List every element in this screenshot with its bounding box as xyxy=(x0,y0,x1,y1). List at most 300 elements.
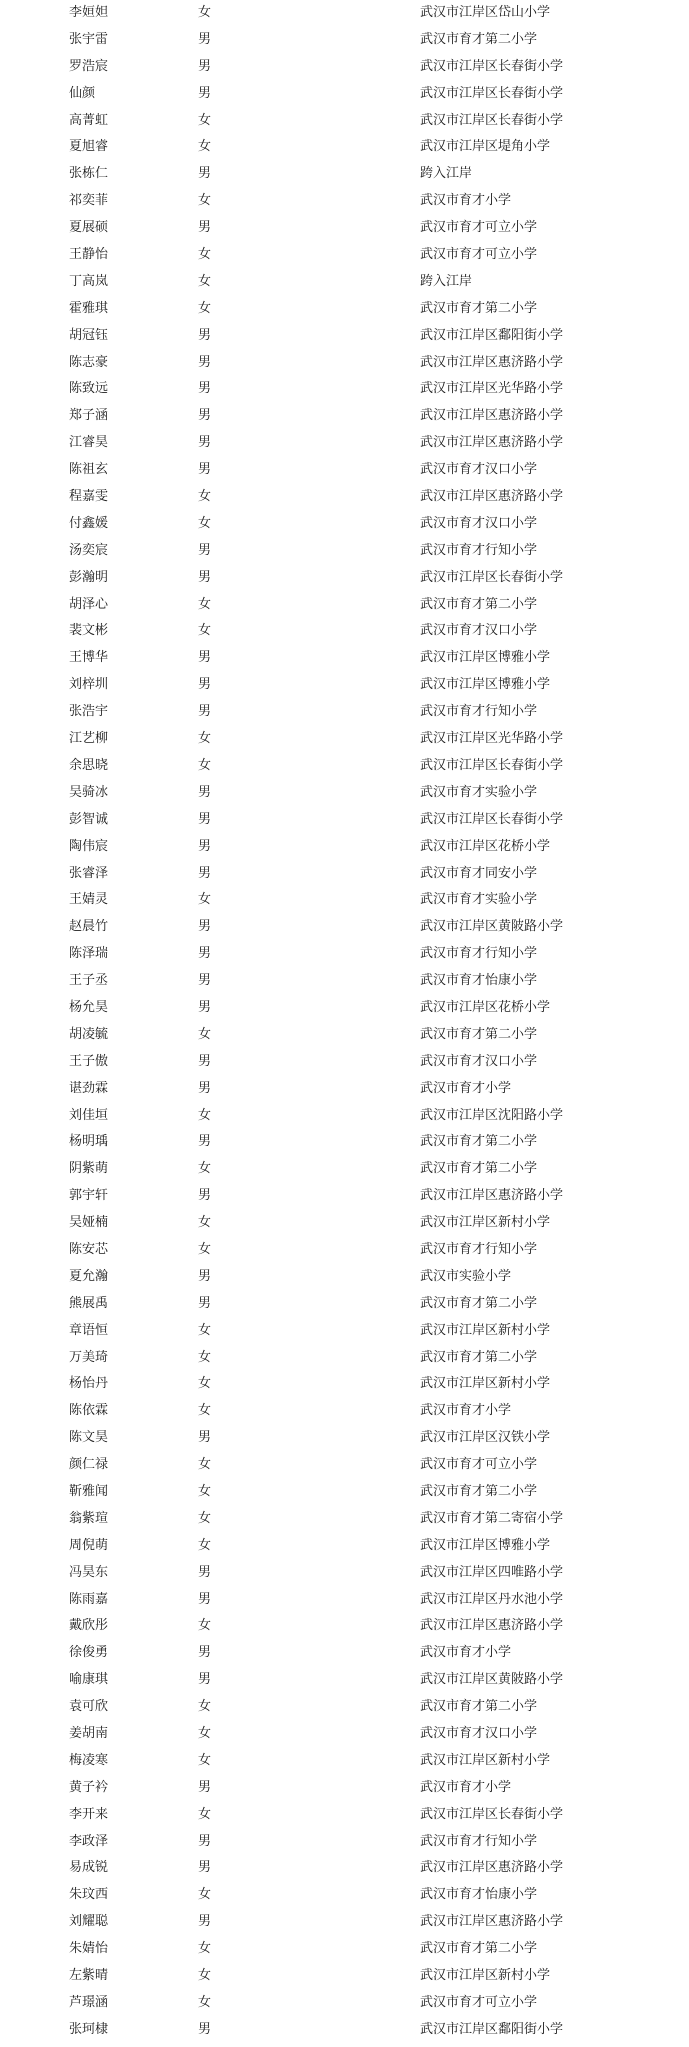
roster-row xyxy=(0,1721,689,1748)
roster-row xyxy=(0,134,689,161)
student-gender: 男 xyxy=(198,1188,212,1204)
student-gender: 男 xyxy=(198,1295,212,1311)
student-name: 余思晓 xyxy=(69,757,109,773)
student-name: 张宇雷 xyxy=(69,31,109,47)
student-gender: 女 xyxy=(198,623,212,639)
student-name: 颜仁禄 xyxy=(69,1457,109,1473)
roster-row xyxy=(0,403,689,430)
student-name: 靳雅闻 xyxy=(69,1483,109,1499)
student-school: 武汉市江岸区堤角小学 xyxy=(420,139,551,155)
student-school: 武汉市江岸区黄陂路小学 xyxy=(420,1672,564,1688)
student-gender: 女 xyxy=(198,1026,212,1042)
student-name: 赵晨竹 xyxy=(69,919,109,935)
student-name: 胡凌毓 xyxy=(69,1026,109,1042)
student-gender: 女 xyxy=(198,489,212,505)
student-school: 武汉市江岸区惠济路小学 xyxy=(420,354,564,370)
student-school: 武汉市育才第二小学 xyxy=(420,300,538,316)
student-gender: 女 xyxy=(198,1322,212,1338)
student-name: 冯昊东 xyxy=(69,1564,109,1580)
roster-row xyxy=(0,1479,689,1506)
roster-row xyxy=(0,1694,689,1721)
student-gender: 男 xyxy=(198,462,212,478)
student-school: 武汉市江岸区惠济路小学 xyxy=(420,1618,564,1634)
student-name: 周倪萌 xyxy=(69,1537,109,1553)
roster-row xyxy=(0,618,689,645)
student-gender: 女 xyxy=(198,247,212,263)
student-name: 陈依霖 xyxy=(69,1403,109,1419)
student-school: 武汉市育才可立小学 xyxy=(420,1994,538,2010)
student-gender: 男 xyxy=(198,2021,212,2037)
student-school: 武汉市育才第二小学 xyxy=(420,1026,538,1042)
student-gender: 女 xyxy=(198,1994,212,2010)
student-school: 武汉市实验小学 xyxy=(420,1268,512,1284)
roster-row xyxy=(0,2017,689,2044)
roster-row xyxy=(0,1560,689,1587)
student-name: 陈泽瑞 xyxy=(69,946,109,962)
student-name: 王婧灵 xyxy=(69,892,109,908)
student-gender: 女 xyxy=(198,1887,212,1903)
roster-row xyxy=(0,1963,689,1990)
roster-row xyxy=(0,834,689,861)
student-gender: 男 xyxy=(198,1645,212,1661)
roster-row xyxy=(0,645,689,672)
student-school: 武汉市育才汉口小学 xyxy=(420,515,538,531)
student-name: 杨明瑀 xyxy=(69,1134,109,1150)
student-gender: 女 xyxy=(198,1726,212,1741)
student-gender: 男 xyxy=(198,865,212,881)
roster-row xyxy=(0,780,689,807)
student-school: 武汉市江岸区新村小学 xyxy=(420,1322,551,1338)
roster-row xyxy=(0,430,689,457)
student-school: 武汉市江岸区四唯路小学 xyxy=(420,1564,564,1580)
student-name: 王子丞 xyxy=(69,973,109,989)
student-gender: 男 xyxy=(198,569,212,585)
roster-row xyxy=(0,753,689,780)
student-school: 武汉市江岸区长春街小学 xyxy=(420,757,564,773)
student-school: 武汉市江岸区惠济路小学 xyxy=(420,1188,564,1204)
student-school: 武汉市江岸区新村小学 xyxy=(420,1968,551,1984)
student-gender: 男 xyxy=(198,919,212,935)
student-name: 丁高岚 xyxy=(69,273,109,289)
student-school: 武汉市育才小学 xyxy=(420,1080,512,1096)
student-name: 张睿泽 xyxy=(69,865,109,881)
roster-row xyxy=(0,861,689,888)
student-school: 武汉市江岸区博雅小学 xyxy=(420,650,551,666)
roster-row xyxy=(0,1076,689,1103)
roster-row xyxy=(0,1291,689,1318)
student-name: 朱婧怡 xyxy=(69,1941,109,1957)
student-gender: 女 xyxy=(198,1941,212,1957)
student-gender: 女 xyxy=(198,300,212,316)
student-school: 武汉市育才行知小学 xyxy=(420,1833,538,1849)
roster-row xyxy=(0,995,689,1022)
student-name: 杨允昊 xyxy=(69,999,109,1015)
student-school: 武汉市育才第二小学 xyxy=(420,1941,538,1957)
student-name: 易成锐 xyxy=(69,1860,109,1876)
student-gender: 男 xyxy=(198,784,212,800)
student-name: 张浩宇 xyxy=(69,704,109,720)
student-school: 武汉市育才实验小学 xyxy=(420,892,538,908)
student-school: 武汉市江岸区博雅小学 xyxy=(420,677,551,693)
student-gender: 男 xyxy=(198,650,212,666)
student-gender: 女 xyxy=(198,757,212,773)
student-school: 武汉市育才可立小学 xyxy=(420,220,538,236)
student-name: 胡冠钰 xyxy=(69,327,109,343)
roster-row xyxy=(0,565,689,592)
student-name: 罗浩宸 xyxy=(69,58,109,74)
student-name: 祁奕菲 xyxy=(69,193,109,209)
student-gender: 男 xyxy=(198,327,212,343)
student-gender: 女 xyxy=(198,515,212,531)
roster-row xyxy=(0,27,689,54)
roster-row xyxy=(0,1129,689,1156)
student-school: 武汉市育才小学 xyxy=(420,1779,512,1795)
student-gender: 女 xyxy=(198,1215,212,1231)
student-gender: 女 xyxy=(198,5,212,20)
student-gender: 男 xyxy=(198,1833,212,1849)
student-name: 江睿昊 xyxy=(69,435,109,451)
student-gender: 男 xyxy=(198,946,212,962)
student-school: 武汉市育才行知小学 xyxy=(420,1241,538,1257)
roster-row xyxy=(0,968,689,995)
roster-row xyxy=(0,1506,689,1533)
student-school: 武汉市江岸区沈阳路小学 xyxy=(420,1107,564,1123)
student-school: 武汉市育才汉口小学 xyxy=(420,1053,538,1069)
roster-row xyxy=(0,108,689,135)
student-gender: 女 xyxy=(198,273,212,289)
student-name: 夏允瀚 xyxy=(69,1268,109,1284)
student-school: 武汉市江岸区惠济路小学 xyxy=(420,1914,564,1930)
roster-row xyxy=(0,81,689,108)
student-name: 吴娅楠 xyxy=(69,1215,109,1231)
student-gender: 男 xyxy=(198,381,212,397)
student-name: 张珂棣 xyxy=(69,2021,109,2037)
student-school: 武汉市江岸区长春街小学 xyxy=(420,569,564,585)
roster-row xyxy=(0,296,689,323)
student-name: 章语恒 xyxy=(69,1322,109,1338)
roster-row xyxy=(0,1802,689,1829)
student-school: 武汉市江岸区丹水池小学 xyxy=(420,1591,564,1607)
roster-row xyxy=(0,1667,689,1694)
student-name: 付鑫媛 xyxy=(69,515,109,531)
student-name: 夏展硕 xyxy=(69,220,109,236)
student-gender: 男 xyxy=(198,704,212,720)
roster-row xyxy=(0,188,689,215)
roster-row xyxy=(0,484,689,511)
student-name: 郑子涵 xyxy=(69,408,109,424)
roster-row xyxy=(0,914,689,941)
student-gender: 女 xyxy=(198,1403,212,1419)
student-name: 陈安芯 xyxy=(69,1241,109,1257)
student-gender: 男 xyxy=(198,408,212,424)
student-name: 彭瀚明 xyxy=(69,569,109,585)
roster-row xyxy=(0,511,689,538)
student-name: 朱玟西 xyxy=(69,1887,109,1903)
student-school: 跨入江岸 xyxy=(420,273,473,289)
student-name: 刘耀聪 xyxy=(69,1914,109,1930)
student-name: 高菁虹 xyxy=(69,112,109,128)
student-gender: 女 xyxy=(198,1457,212,1473)
student-gender: 男 xyxy=(198,1564,212,1580)
student-gender: 男 xyxy=(198,811,212,827)
student-gender: 女 xyxy=(198,193,212,209)
student-school: 武汉市育才第二小学 xyxy=(420,1699,538,1715)
student-name: 刘梓圳 xyxy=(69,677,109,693)
roster-row xyxy=(0,1318,689,1345)
student-school: 武汉市江岸区新村小学 xyxy=(420,1215,551,1231)
roster-row xyxy=(0,538,689,565)
student-name: 吴骑冰 xyxy=(69,784,109,800)
student-gender: 女 xyxy=(198,1618,212,1634)
student-school: 武汉市育才第二小学 xyxy=(420,596,538,612)
roster-row xyxy=(0,1775,689,1802)
student-name: 江艺柳 xyxy=(69,731,109,747)
roster-row xyxy=(0,1425,689,1452)
student-school: 武汉市江岸区花桥小学 xyxy=(420,838,551,854)
student-name: 黄子衿 xyxy=(69,1779,109,1795)
student-school: 武汉市育才第二小学 xyxy=(420,1349,538,1365)
student-name: 左紫晴 xyxy=(69,1968,109,1984)
student-school: 武汉市江岸区惠济路小学 xyxy=(420,408,564,424)
student-gender: 女 xyxy=(198,731,212,747)
student-school: 武汉市育才第二小学 xyxy=(420,1161,538,1177)
roster-row xyxy=(0,1183,689,1210)
roster-row xyxy=(0,1587,689,1614)
roster-row xyxy=(0,0,689,27)
student-school: 武汉市育才第二小学 xyxy=(420,31,538,47)
student-school: 武汉市江岸区长春街小学 xyxy=(420,811,564,827)
student-name: 汤奕宸 xyxy=(69,542,109,558)
student-name: 徐俊勇 xyxy=(69,1645,109,1661)
student-name: 陈雨嘉 xyxy=(69,1591,109,1607)
roster-row xyxy=(0,215,689,242)
student-school: 武汉市育才第二小学 xyxy=(420,1483,538,1499)
roster-row xyxy=(0,1533,689,1560)
student-gender: 女 xyxy=(198,1241,212,1257)
roster-row xyxy=(0,1049,689,1076)
student-school: 跨入江岸 xyxy=(420,166,473,182)
roster-row xyxy=(0,887,689,914)
student-school: 武汉市育才可立小学 xyxy=(420,1457,538,1473)
roster-row xyxy=(0,1748,689,1775)
student-school: 武汉市江岸区新村小学 xyxy=(420,1752,551,1768)
student-gender: 女 xyxy=(198,1699,212,1715)
student-name: 裴文彬 xyxy=(69,623,109,639)
student-school: 武汉市育才行知小学 xyxy=(420,946,538,962)
student-gender: 女 xyxy=(198,1752,212,1768)
roster-row xyxy=(0,1022,689,1049)
student-school: 武汉市育才第二小学 xyxy=(420,1134,538,1150)
roster-row xyxy=(0,1452,689,1479)
student-gender: 男 xyxy=(198,1080,212,1096)
student-name: 仙颜 xyxy=(69,85,96,101)
roster-row xyxy=(0,323,689,350)
student-gender: 女 xyxy=(198,1349,212,1365)
student-school: 武汉市育才怡康小学 xyxy=(420,1887,538,1903)
roster-row xyxy=(0,1210,689,1237)
student-name: 彭智诚 xyxy=(69,811,109,827)
roster-row xyxy=(0,242,689,269)
roster-row xyxy=(0,161,689,188)
student-gender: 男 xyxy=(198,1053,212,1069)
student-school: 武汉市育才小学 xyxy=(420,1645,512,1661)
student-name: 万美琦 xyxy=(69,1349,109,1365)
student-gender: 女 xyxy=(198,139,212,155)
student-gender: 男 xyxy=(198,85,212,101)
roster-row xyxy=(0,1909,689,1936)
roster-row xyxy=(0,1855,689,1882)
student-name: 李开来 xyxy=(69,1806,109,1822)
roster-row xyxy=(0,350,689,377)
student-name: 胡泽心 xyxy=(69,596,109,612)
student-school: 武汉市育才第二寄宿小学 xyxy=(420,1510,564,1526)
student-name: 李姮妲 xyxy=(69,5,109,20)
student-school: 武汉市育才汉口小学 xyxy=(420,623,538,639)
student-gender: 男 xyxy=(198,58,212,74)
roster-row xyxy=(0,1371,689,1398)
student-name: 王静怡 xyxy=(69,247,109,263)
student-school: 武汉市江岸区鄱阳街小学 xyxy=(420,327,564,343)
student-school: 武汉市育才汉口小学 xyxy=(420,462,538,478)
student-name: 熊展禹 xyxy=(69,1295,109,1311)
roster-row xyxy=(0,1156,689,1183)
student-gender: 男 xyxy=(198,1914,212,1930)
student-gender: 女 xyxy=(198,1806,212,1822)
roster-row xyxy=(0,1882,689,1909)
student-gender: 女 xyxy=(198,1483,212,1499)
student-name: 杨怡丹 xyxy=(69,1376,109,1392)
student-gender: 男 xyxy=(198,166,212,182)
roster-row xyxy=(0,726,689,753)
student-school: 武汉市育才第二小学 xyxy=(420,1295,538,1311)
roster-row xyxy=(0,1345,689,1372)
roster-row xyxy=(0,592,689,619)
student-name: 王子傲 xyxy=(69,1053,109,1069)
student-school: 武汉市江岸区黄陂路小学 xyxy=(420,919,564,935)
student-school: 武汉市育才汉口小学 xyxy=(420,1726,538,1741)
roster-row xyxy=(0,699,689,726)
student-school: 武汉市江岸区惠济路小学 xyxy=(420,489,564,505)
student-gender: 男 xyxy=(198,999,212,1015)
student-school: 武汉市育才可立小学 xyxy=(420,247,538,263)
student-gender: 男 xyxy=(198,1860,212,1876)
student-school: 武汉市江岸区岱山小学 xyxy=(420,5,551,20)
student-gender: 男 xyxy=(198,220,212,236)
roster-row xyxy=(0,376,689,403)
student-gender: 男 xyxy=(198,354,212,370)
student-school: 武汉市江岸区新村小学 xyxy=(420,1376,551,1392)
roster-row xyxy=(0,1936,689,1963)
student-gender: 男 xyxy=(198,31,212,47)
student-school: 武汉市江岸区长春街小学 xyxy=(420,112,564,128)
roster-row xyxy=(0,1990,689,2017)
student-name: 郭宇轩 xyxy=(69,1188,109,1204)
student-name: 翁紫瑄 xyxy=(69,1510,109,1526)
student-name: 霍雅琪 xyxy=(69,300,109,316)
student-school: 武汉市育才实验小学 xyxy=(420,784,538,800)
student-gender: 男 xyxy=(198,1268,212,1284)
student-name: 刘佳垣 xyxy=(69,1107,109,1123)
student-name: 戴欣彤 xyxy=(69,1618,109,1634)
student-name: 张栋仁 xyxy=(69,166,109,182)
roster-row xyxy=(0,1829,689,1856)
student-school: 武汉市江岸区惠济路小学 xyxy=(420,435,564,451)
roster-row xyxy=(0,1398,689,1425)
student-name: 陶伟宸 xyxy=(69,838,109,854)
student-gender: 男 xyxy=(198,1134,212,1150)
student-name: 陈文昊 xyxy=(69,1430,109,1446)
student-gender: 男 xyxy=(198,1779,212,1795)
roster-row xyxy=(0,269,689,296)
student-gender: 女 xyxy=(198,112,212,128)
roster-row xyxy=(0,1640,689,1667)
roster-row xyxy=(0,1264,689,1291)
student-name: 喻康琪 xyxy=(69,1672,109,1688)
student-school: 武汉市江岸区长春街小学 xyxy=(420,1806,564,1822)
student-name: 姜胡南 xyxy=(69,1726,109,1741)
student-name: 王博华 xyxy=(69,650,109,666)
student-gender: 女 xyxy=(198,596,212,612)
student-gender: 女 xyxy=(198,1107,212,1123)
student-gender: 女 xyxy=(198,1376,212,1392)
student-gender: 男 xyxy=(198,838,212,854)
student-gender: 女 xyxy=(198,1968,212,1984)
student-school: 武汉市育才小学 xyxy=(420,1403,512,1419)
student-gender: 女 xyxy=(198,1537,212,1553)
student-name: 夏旭睿 xyxy=(69,139,109,155)
student-name: 陈祖玄 xyxy=(69,462,109,478)
roster-row xyxy=(0,941,689,968)
roster-row xyxy=(0,1103,689,1130)
student-school: 武汉市江岸区光华路小学 xyxy=(420,731,564,747)
student-name: 袁可欣 xyxy=(69,1699,109,1715)
student-gender: 男 xyxy=(198,973,212,989)
student-school: 武汉市育才小学 xyxy=(420,193,512,209)
student-school: 武汉市育才行知小学 xyxy=(420,704,538,720)
student-school: 武汉市江岸区博雅小学 xyxy=(420,1537,551,1553)
student-school: 武汉市江岸区汉铁小学 xyxy=(420,1430,551,1446)
student-school: 武汉市育才怡康小学 xyxy=(420,973,538,989)
student-name: 陈志豪 xyxy=(69,354,109,370)
student-school: 武汉市育才同安小学 xyxy=(420,865,538,881)
student-gender: 男 xyxy=(198,435,212,451)
student-gender: 女 xyxy=(198,1161,212,1177)
student-school: 武汉市江岸区长春街小学 xyxy=(420,58,564,74)
student-name: 芦璟涵 xyxy=(69,1994,109,2010)
student-gender: 男 xyxy=(198,1672,212,1688)
student-gender: 男 xyxy=(198,677,212,693)
student-gender: 男 xyxy=(198,542,212,558)
student-gender: 女 xyxy=(198,892,212,908)
student-name: 谌劲霖 xyxy=(69,1080,109,1096)
student-school: 武汉市江岸区鄱阳街小学 xyxy=(420,2021,564,2037)
student-name: 程嘉雯 xyxy=(69,489,109,505)
roster-row xyxy=(0,457,689,484)
roster-row xyxy=(0,1237,689,1264)
student-school: 武汉市江岸区长春街小学 xyxy=(420,85,564,101)
student-gender: 女 xyxy=(198,1510,212,1526)
student-name: 阴紫萌 xyxy=(69,1161,109,1177)
roster-row xyxy=(0,1613,689,1640)
student-school: 武汉市江岸区光华路小学 xyxy=(420,381,564,397)
roster-row xyxy=(0,807,689,834)
student-school: 武汉市江岸区花桥小学 xyxy=(420,999,551,1015)
roster-row xyxy=(0,54,689,81)
student-gender: 男 xyxy=(198,1591,212,1607)
student-school: 武汉市育才行知小学 xyxy=(420,542,538,558)
student-school: 武汉市江岸区惠济路小学 xyxy=(420,1860,564,1876)
roster-row xyxy=(0,672,689,699)
